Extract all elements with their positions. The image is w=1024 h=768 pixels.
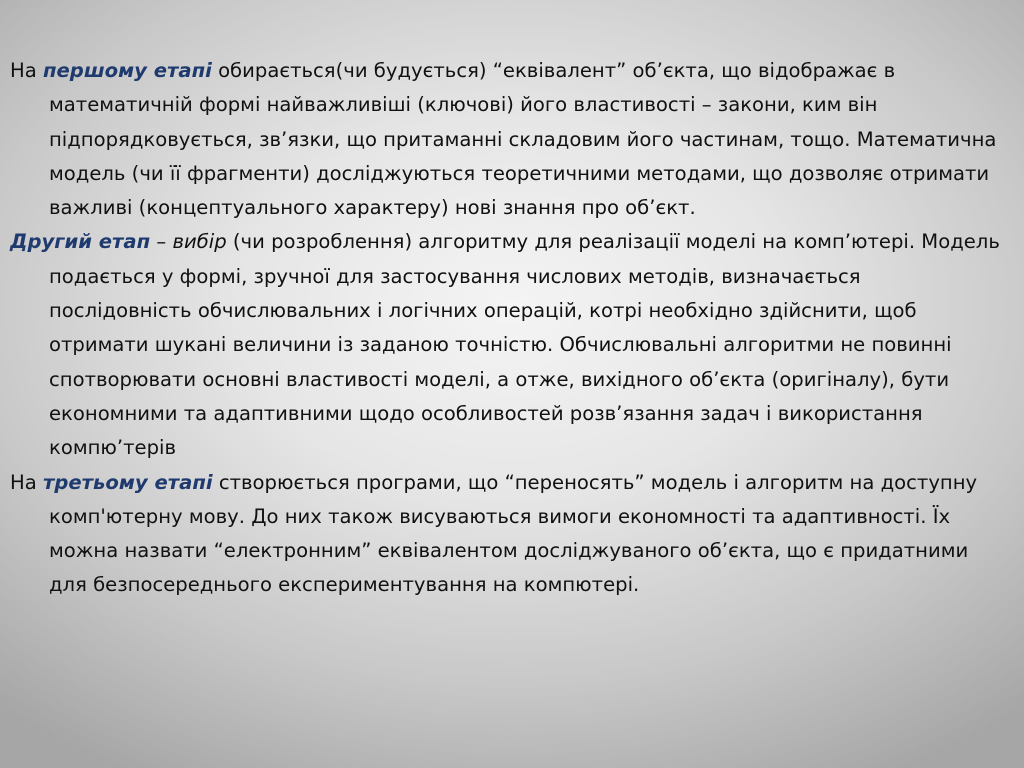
paragraph-lead: На	[10, 470, 43, 494]
paragraph-body: обирається(чи будується) “еквівалент” об’єкта, що відображає в математичній формі найважливіші (ключові) його властивості – закони, ким він підпорядковується, зв’язки, що притаманні складовим його частинам, тощо. Математична модель (чи її фрагменти) досліджуються теоретичними методами, що дозволяє отримати важливі (концептуального характеру) нові знання про об’єкт.	[49, 59, 997, 220]
paragraph-stage-3	[10, 466, 1000, 603]
stage-3-emphasis: третьому етапі	[42, 470, 213, 494]
paragraph-dash: –	[150, 230, 173, 254]
slide-body-text	[10, 54, 1000, 603]
paragraph-body: створюється програми, що “переносять” модель і алгоритм на доступну комп'ютерну мову. До них також висуваються вимоги економності та адаптивності. Їх можна назвати “електронним” еквівалентом досліджуваного об’єкта, що є придатними для безпосереднього експериментування на компютері.	[49, 470, 978, 597]
paragraph-stage-1	[10, 54, 1000, 225]
paragraph-lead: На	[10, 59, 43, 82]
stage-2-italic-word: вибір	[172, 230, 227, 254]
stage-1-emphasis: першому етапі	[42, 59, 212, 82]
paragraph-stage-2	[10, 225, 1000, 465]
stage-2-emphasis: Другий етап	[10, 230, 151, 254]
paragraph-body: (чи розроблення) алгоритму для реалізації моделі на комп’ютері. Модель подається у формі, зручної для застосування числових методів, визначається послідовність обчислювальних і логічних операцій, котрі необхідно здійснити, щоб отримати шукані величини із заданою точністю. Обчислювальні алгоритми не повинні спотворювати основні властивості моделі, а отже, вихідного об’єкта (оригіналу), бути економними та адаптивними щодо особливостей розв’язання задач і використання компю’терів	[49, 230, 1000, 460]
